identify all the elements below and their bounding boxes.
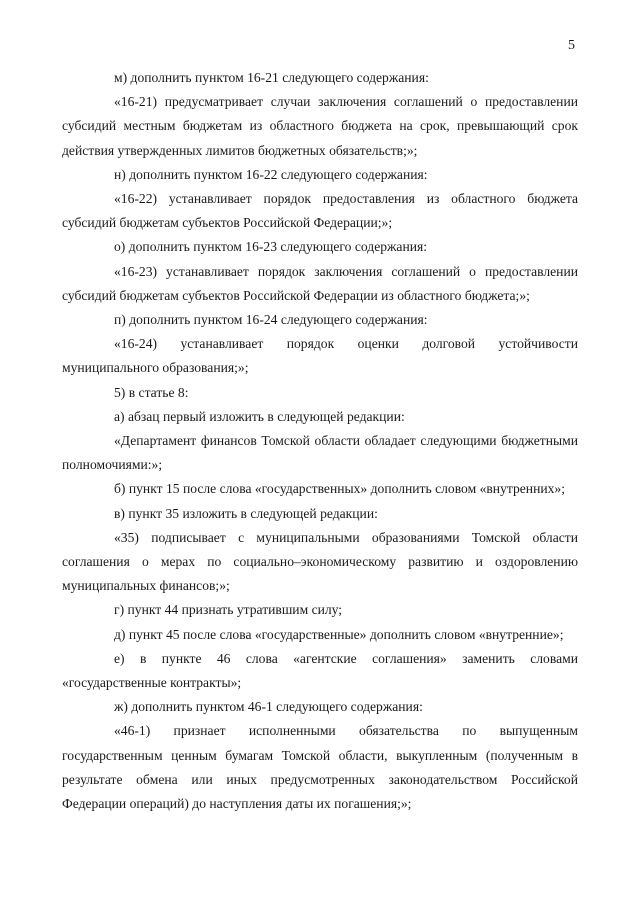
paragraph-item-e: е) в пункте 46 слова «агентские соглашения» заменить словами «государственные контракты»; xyxy=(62,650,578,691)
paragraph-department-powers: «Департамент финансов Томской области обладает следующими бюджетными полномочиями:»; xyxy=(62,433,578,473)
document-body xyxy=(62,66,578,816)
paragraph-point-16-24: «16-24) устанавливает порядок оценки долговой устойчивости муниципального образования;»; xyxy=(62,336,578,376)
paragraph-item-n: н) дополнить пунктом 16-22 следующего содержания: xyxy=(114,166,428,182)
paragraph-item-d: д) пункт 45 после слова «государственные» дополнить словом «внутренние»; xyxy=(114,626,564,642)
paragraph-item-zh: ж) дополнить пунктом 46-1 следующего содержания: xyxy=(114,699,423,715)
paragraph-point-35: «35) подписывает с муниципальными образованиями Томской области соглашения о мерах по социально–экономическому развитию и оздоровлению муниципальных финансов;»; xyxy=(62,529,578,594)
paragraph-item-v: в) пункт 35 изложить в следующей редакции: xyxy=(114,505,378,521)
paragraph-point-46-1: «46-1) признает исполненными обязательства по выпущенным государственным ценным бумагам Томской области, выкупленным (полученным в результате обмена или иных предусмотренных законодательством Российской Федерации операций) до наступления даты их погашения;»; xyxy=(62,723,578,812)
paragraph-point-16-21: «16-21) предусматривает случаи заключения соглашений о предоставлении субсидий местным бюджетам из областного бюджета на срок, превышающий срок действия утвержденных лимитов бюджетных обязательств;»; xyxy=(62,94,578,158)
paragraph-item-m: м) дополнить пунктом 16-21 следующего содержания: xyxy=(114,70,429,85)
paragraph-item-g: г) пункт 44 признать утратившим силу; xyxy=(114,602,343,618)
paragraph-item-p: п) дополнить пунктом 16-24 следующего содержания: xyxy=(114,312,428,328)
paragraph-point-16-23: «16-23) устанавливает порядок заключения соглашений о предоставлении субсидий бюджетам субъектов Российской Федерации из областного бюджета;»; xyxy=(62,263,578,303)
paragraph-item-b: б) пункт 15 после слова «государственных» дополнить словом «внутренних»; xyxy=(114,481,565,497)
page-number: 5 xyxy=(568,38,575,53)
paragraph-item-o: о) дополнить пунктом 16-23 следующего содержания: xyxy=(114,239,428,255)
paragraph-article-8: 5) в статье 8: xyxy=(114,384,189,400)
paragraph-point-16-22: «16-22) устанавливает порядок предоставления из областного бюджета субсидий бюджетам субъектов Российской Федерации;»; xyxy=(62,191,578,231)
paragraph-item-a: а) абзац первый изложить в следующей редакции: xyxy=(114,408,405,424)
